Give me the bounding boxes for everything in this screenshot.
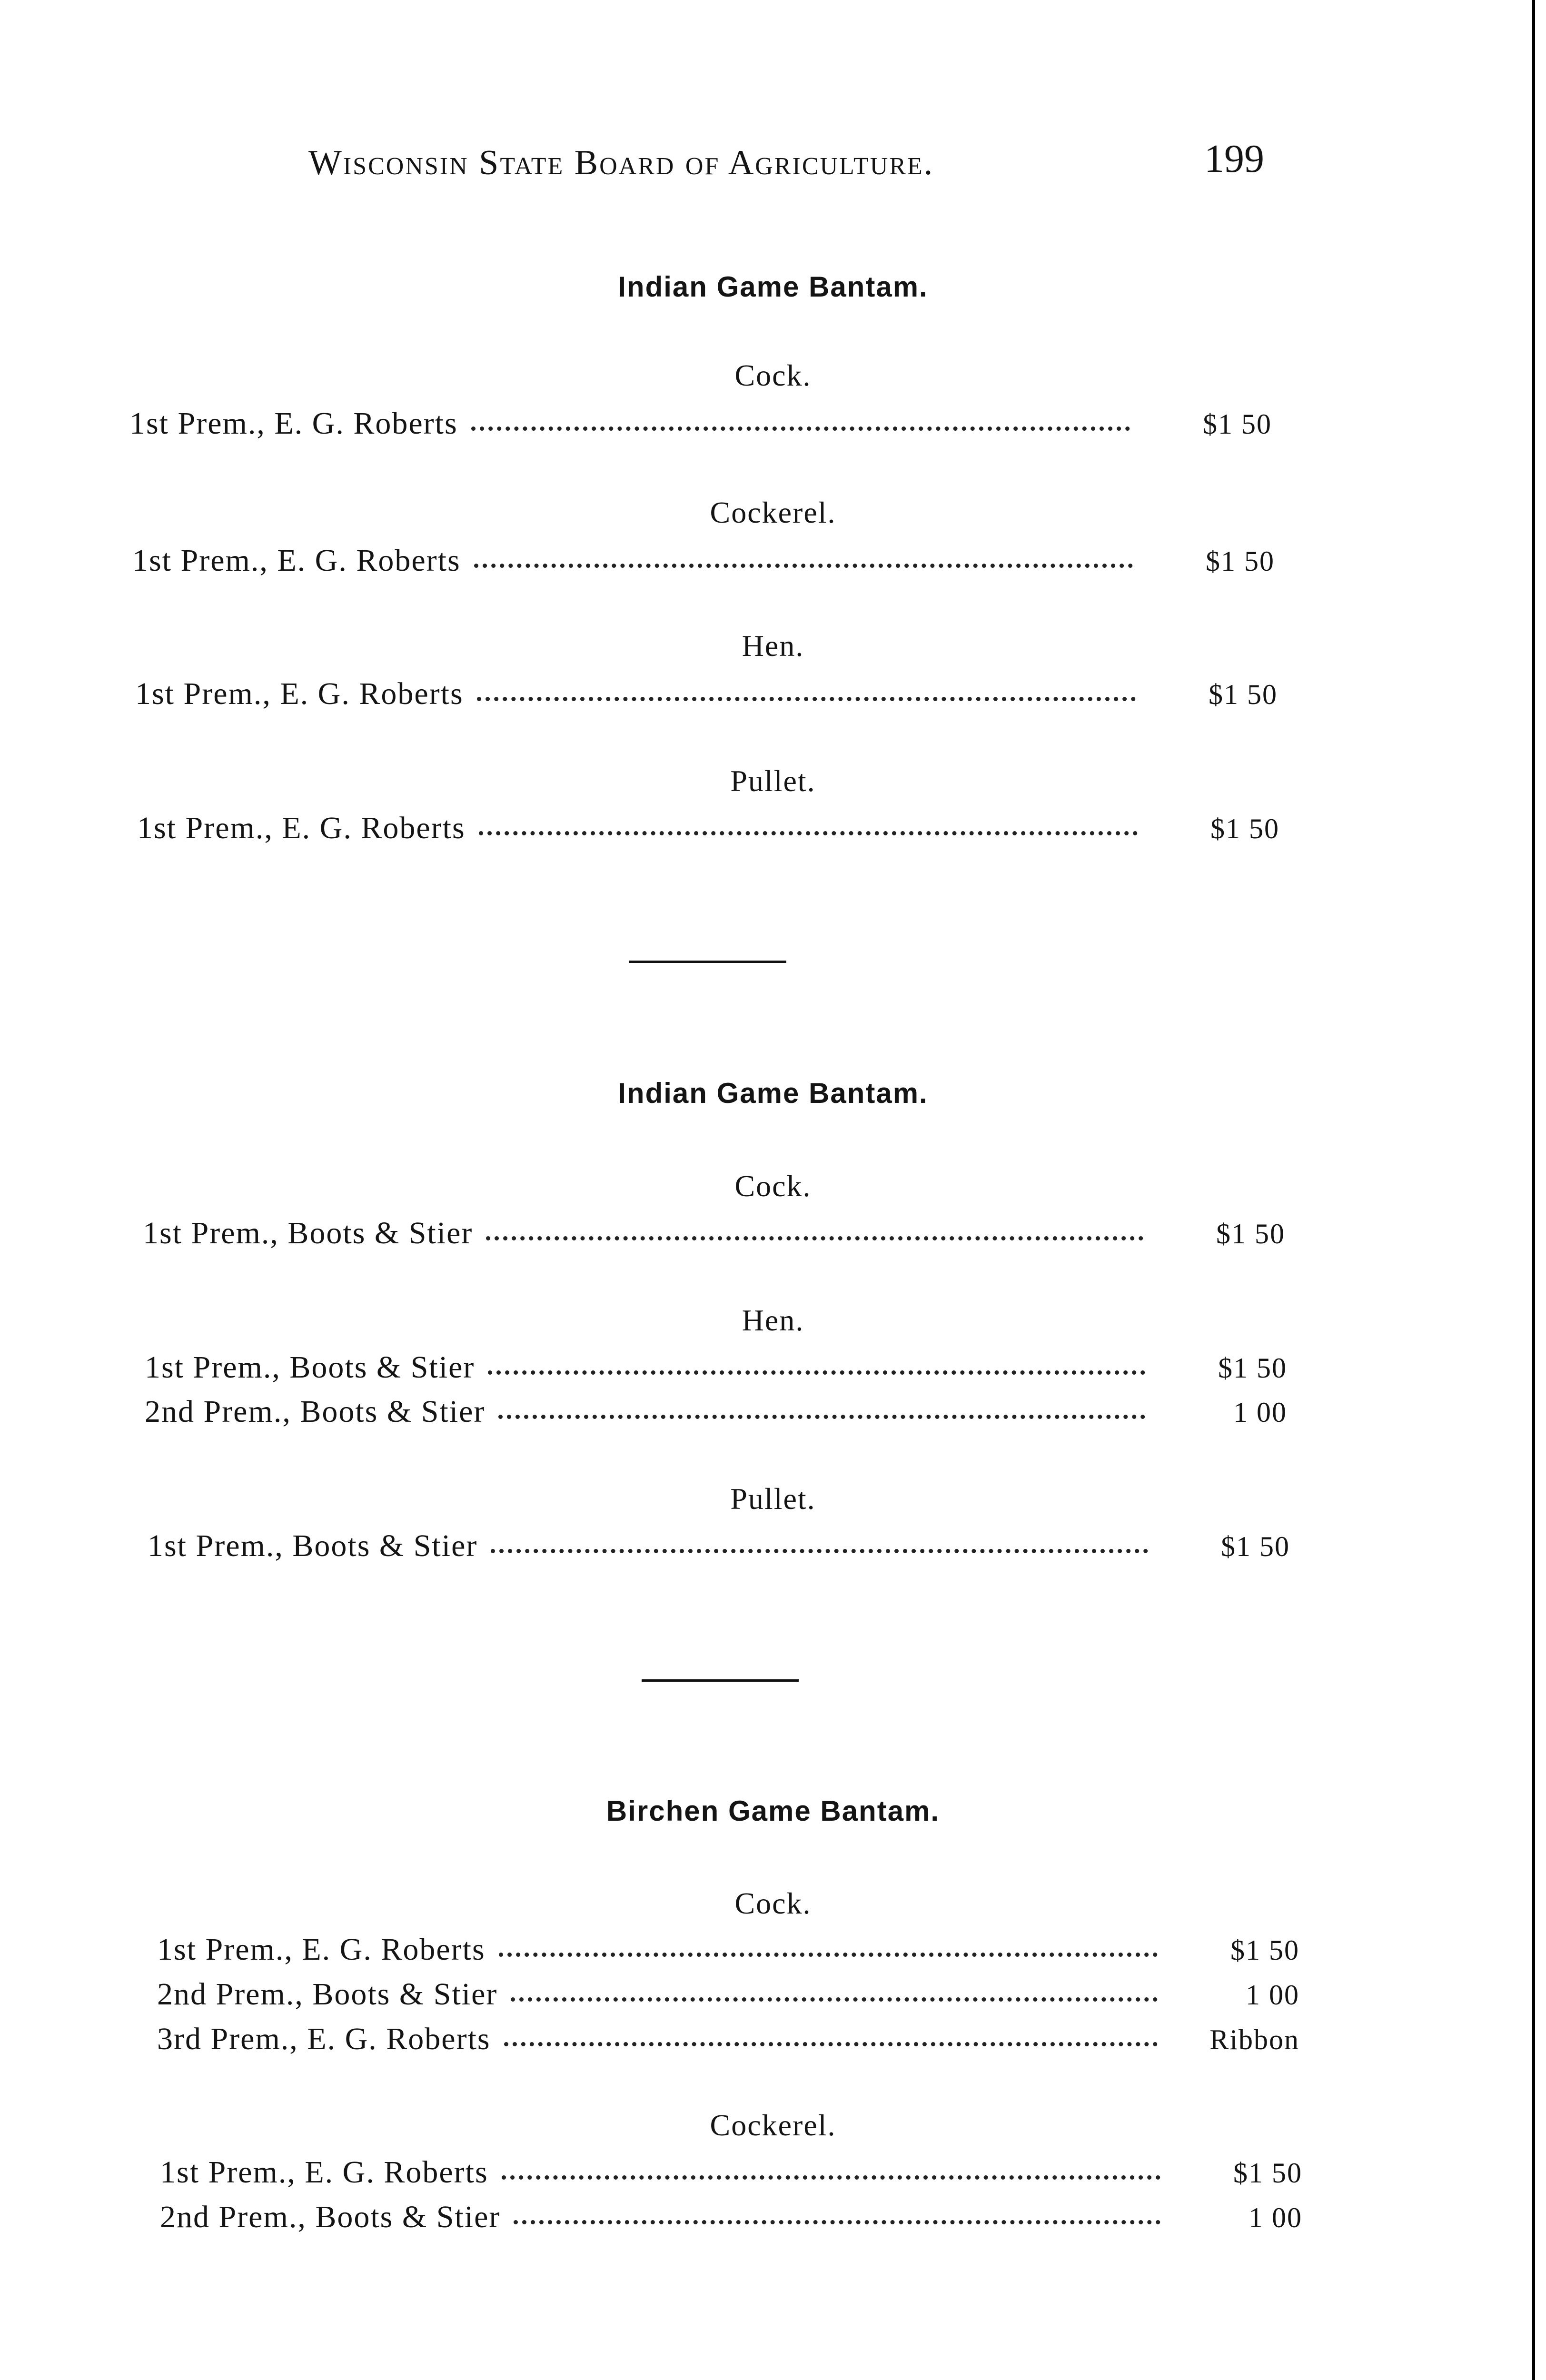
entry-label: 1st Prem., E. G. Roberts xyxy=(137,811,466,845)
entry-amount: $1 50 xyxy=(1221,1531,1290,1562)
section-title: Indian Game Bantam. xyxy=(618,271,928,303)
entry-label: 1st Prem., E. G. Roberts xyxy=(160,2155,488,2190)
entry-label: 3rd Prem., E. G. Roberts xyxy=(157,2022,491,2056)
entry-label: 1st Prem., E. G. Roberts xyxy=(135,676,464,711)
entry-amount: 1 00 xyxy=(1233,1397,1287,1428)
entry-amount: $1 50 xyxy=(1216,1218,1285,1250)
class-title-cockerel: Cockerel. xyxy=(710,2108,836,2142)
dot-leader xyxy=(477,697,1136,701)
class-title-hen: Hen. xyxy=(742,629,804,663)
dot-leader xyxy=(499,1953,1158,1957)
entry-label: 2nd Prem., Boots & Stier xyxy=(160,2200,501,2234)
premium-entry xyxy=(137,810,1279,846)
premium-entry xyxy=(145,1394,1287,1430)
premium-entry xyxy=(145,1349,1287,1386)
entry-amount: $1 50 xyxy=(1206,545,1275,577)
premium-entry xyxy=(157,1976,1299,2013)
premium-entry xyxy=(129,406,1272,442)
dot-leader xyxy=(511,1997,1158,2002)
class-title-cockerel: Cockerel. xyxy=(710,496,836,529)
entry-amount: 1 00 xyxy=(1249,2202,1302,2233)
entry-amount: $1 50 xyxy=(1218,1352,1287,1384)
section-divider xyxy=(642,1679,799,1682)
dot-leader xyxy=(491,1549,1148,1553)
entry-label: 1st Prem., Boots & Stier xyxy=(145,1350,475,1385)
class-title-cock: Cock. xyxy=(734,1169,812,1203)
dot-leader xyxy=(504,2042,1158,2046)
premium-entry xyxy=(148,1528,1290,1564)
premium-entry xyxy=(143,1215,1285,1251)
entry-label: 1st Prem., E. G. Roberts xyxy=(132,543,461,578)
premium-entry xyxy=(157,1932,1299,1968)
entry-amount: 1 00 xyxy=(1246,1979,1299,2011)
dot-leader xyxy=(471,426,1130,431)
class-title-cock: Cock. xyxy=(734,1886,812,1920)
entry-amount: Ribbon xyxy=(1209,2024,1299,2055)
premium-entry xyxy=(160,2199,1302,2235)
premium-entry xyxy=(132,543,1275,579)
dot-leader xyxy=(498,1415,1145,1419)
entry-label: 2nd Prem., Boots & Stier xyxy=(145,1394,486,1429)
premium-entry xyxy=(160,2154,1302,2191)
class-title-pullet: Pullet. xyxy=(730,1482,816,1516)
entry-amount: $1 50 xyxy=(1210,813,1279,844)
dot-leader xyxy=(486,1236,1143,1240)
class-title-hen: Hen. xyxy=(742,1303,804,1337)
dot-leader xyxy=(479,831,1138,835)
entry-label: 1st Prem., E. G. Roberts xyxy=(129,406,458,441)
entry-label: 1st Prem., Boots & Stier xyxy=(148,1528,478,1563)
section-divider xyxy=(629,961,786,963)
class-title-pullet: Pullet. xyxy=(730,764,816,798)
dot-leader xyxy=(488,1370,1145,1375)
entry-amount: $1 50 xyxy=(1233,2157,1302,2189)
dot-leader xyxy=(474,564,1133,568)
running-head: Wisconsin State Board of Agriculture. xyxy=(308,143,934,182)
section-title: Indian Game Bantam. xyxy=(618,1077,928,1109)
dot-leader xyxy=(502,2175,1160,2180)
entry-label: 1st Prem., E. G. Roberts xyxy=(157,1932,486,1967)
entry-amount: $1 50 xyxy=(1209,679,1278,710)
section-title: Birchen Game Bantam. xyxy=(606,1795,940,1827)
premium-entry xyxy=(135,676,1278,712)
class-title-cock: Cock. xyxy=(734,358,812,392)
page-number: 199 xyxy=(1204,137,1264,181)
entry-label: 2nd Prem., Boots & Stier xyxy=(157,1977,498,2012)
premium-entry xyxy=(157,2021,1299,2057)
entry-amount: $1 50 xyxy=(1230,1934,1299,1966)
entry-label: 1st Prem., Boots & Stier xyxy=(143,1216,473,1250)
dot-leader xyxy=(514,2220,1160,2224)
entry-amount: $1 50 xyxy=(1203,408,1272,440)
